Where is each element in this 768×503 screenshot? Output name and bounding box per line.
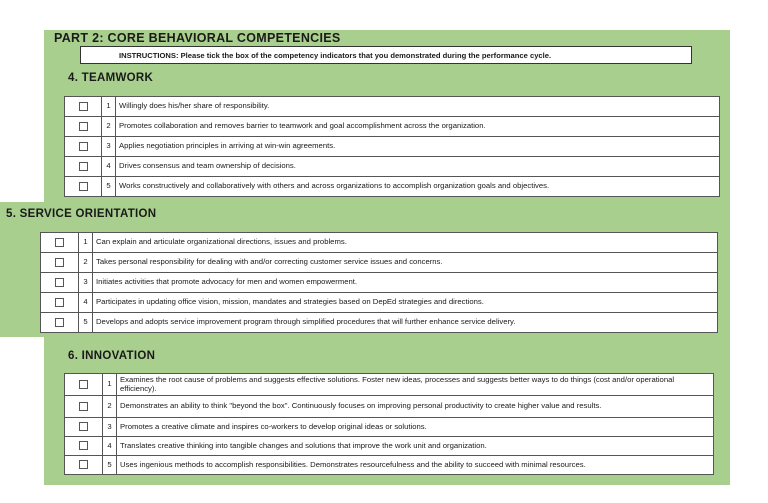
table-row xyxy=(65,157,720,177)
checkbox[interactable] xyxy=(55,298,64,307)
row-number: 2 xyxy=(103,396,117,418)
table-row xyxy=(41,253,718,273)
checkbox[interactable] xyxy=(79,441,88,450)
indicator-text: Translates creative thinking into tangible changes and solutions that improve the work unit and organization. xyxy=(117,437,714,456)
indicator-text: Uses ingenious methods to accomplish responsibilities. Demonstrates resourcefulness and the ability to succeed with minimal resources. xyxy=(117,456,714,475)
row-number: 2 xyxy=(102,117,116,137)
indicator-text: Initiates activities that promote advocacy for men and women empowerment. xyxy=(93,273,718,293)
service-table xyxy=(40,232,718,333)
instructions-box xyxy=(80,46,692,64)
table-row xyxy=(65,137,720,157)
section-title-service: 5. SERVICE ORIENTATION xyxy=(6,208,157,220)
row-number: 5 xyxy=(79,313,93,333)
checkbox[interactable] xyxy=(79,380,88,389)
row-number: 4 xyxy=(102,157,116,177)
section-title-innovation: 6. INNOVATION xyxy=(68,350,156,362)
table-row xyxy=(65,374,714,396)
row-number: 1 xyxy=(103,374,117,396)
checkbox[interactable] xyxy=(79,460,88,469)
indicator-text: Develops and adopts service improvement program through simplified procedures that will further enhance service delivery. xyxy=(93,313,718,333)
indicator-text: Promotes a creative climate and inspires co-workers to develop original ideas or solutions. xyxy=(117,418,714,437)
row-number: 1 xyxy=(102,97,116,117)
table-row xyxy=(41,313,718,333)
table-row xyxy=(65,97,720,117)
innovation-table xyxy=(64,373,714,475)
section-title-teamwork: 4. TEAMWORK xyxy=(68,72,154,84)
indicator-text: Applies negotiation principles in arriving at win-win agreements. xyxy=(116,137,720,157)
row-number: 4 xyxy=(79,293,93,313)
checkbox[interactable] xyxy=(55,238,64,247)
indicator-text: Works constructively and collaboratively with others and across organizations to accomplish organization goals and objectives. xyxy=(116,177,720,197)
row-number: 3 xyxy=(103,418,117,437)
table-row xyxy=(41,233,718,253)
checkbox[interactable] xyxy=(55,258,64,267)
row-number: 1 xyxy=(79,233,93,253)
table-row xyxy=(65,418,714,437)
table-row xyxy=(65,437,714,456)
row-number: 3 xyxy=(102,137,116,157)
row-number: 5 xyxy=(102,177,116,197)
checkbox[interactable] xyxy=(55,318,64,327)
teamwork-table xyxy=(64,96,720,197)
indicator-text: Willingly does his/her share of responsibility. xyxy=(116,97,720,117)
checkbox[interactable] xyxy=(79,142,88,151)
checkbox[interactable] xyxy=(79,422,88,431)
part-title: PART 2: CORE BEHAVIORAL COMPETENCIES xyxy=(54,31,341,45)
indicator-text: Drives consensus and team ownership of decisions. xyxy=(116,157,720,177)
checkbox[interactable] xyxy=(79,122,88,131)
table-row xyxy=(65,117,720,137)
indicator-text: Examines the root cause of problems and suggests effective solutions. Foster new ideas, processes and suggests better ways to do things (cost and/or operational efficiency). xyxy=(117,374,714,396)
row-number: 4 xyxy=(103,437,117,456)
indicator-text: Can explain and articulate organizational directions, issues and problems. xyxy=(93,233,718,253)
table-row xyxy=(65,396,714,418)
checkbox[interactable] xyxy=(79,182,88,191)
table-row xyxy=(65,456,714,475)
instructions-text: INSTRUCTIONS: Please tick the box of the competency indicators that you demonstrated during the performance cycle. xyxy=(119,50,552,60)
table-row xyxy=(65,177,720,197)
checkbox[interactable] xyxy=(79,162,88,171)
indicator-text: Demonstrates an ability to think "beyond the box". Continuously focuses on improving personal productivity to create higher value and results. xyxy=(117,396,714,418)
table-row xyxy=(41,273,718,293)
row-number: 5 xyxy=(103,456,117,475)
checkbox[interactable] xyxy=(79,102,88,111)
indicator-text: Promotes collaboration and removes barrier to teamwork and goal accomplishment across the organization. xyxy=(116,117,720,137)
row-number: 3 xyxy=(79,273,93,293)
table-row xyxy=(41,293,718,313)
indicator-text: Participates in updating office vision, mission, mandates and strategies based on DepEd strategies and directions. xyxy=(93,293,718,313)
indicator-text: Takes personal responsibility for dealing with and/or correcting customer service issues and concerns. xyxy=(93,253,718,273)
checkbox[interactable] xyxy=(79,402,88,411)
checkbox[interactable] xyxy=(55,278,64,287)
row-number: 2 xyxy=(79,253,93,273)
